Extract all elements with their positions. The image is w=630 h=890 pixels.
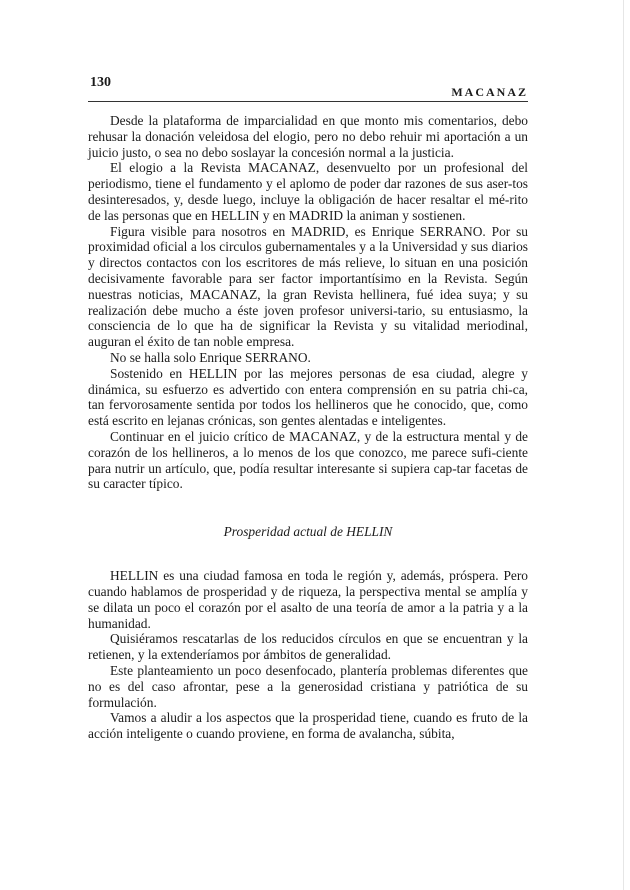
paragraph-not-alone: No se halla solo Enrique SERRANO. <box>110 349 311 365</box>
page-edge <box>623 0 624 890</box>
paragraph-impartiality: Desde la plataforma de imparcialidad en que monto mis comentarios, debo rehusar la donación veleidosa del elogio, pero no debo rehuir mi aportación a un juicio justo, o sea no debo soslayar la concesión normal a la justicia. <box>88 113 528 160</box>
body-text <box>88 113 528 742</box>
paragraph-critique: Continuar en el juicio crítico de MACANAZ, y de la estructura mental y de corazón de los hellineros, a lo menos de los que conozco, me parece sufi-ciente para nutrir un artículo, que, podía resultar interesante si supiera cap-tar facetas de su caracter típico. <box>88 428 528 492</box>
paragraph-serrano: Figura visible para nosotros en MADRID, es Enrique SERRANO. Por su proximidad oficial a los circulos gubernamentales y a la Universidad y sus diarios y directos contactos con los escritores de más relieve, lo situan en una posición decisivamente favorable para ser factor importantísimo en la Revista. Según nuestras noticias, MACANAZ, la gran Revista hellinera, fué idea suya; y su realización debe mucho a éste joven profesor universi-tario, su entusiasmo, la consciencia de lo que ha de significar la Revista y su vitalidad meriodinal, auguran el éxito de tan noble empresa. <box>88 223 528 350</box>
paragraph-rescue: Quisiéramos rescatarlas de los reducidos círculos en que se encuentran y la retienen, y la extenderíamos por ámbitos de generalidad. <box>88 631 528 663</box>
paragraph-approach: Este planteamiento un poco desenfocado, plantería problemas diferentes que no es del caso afrontar, pese a la generosidad cristiana y patriótica de su formulación. <box>88 662 528 710</box>
paragraph-praise: El elogio a la Revista MACANAZ, desenvuelto por un profesional del periodismo, tiene el fundamento y el aplomo de poder dar razones de sus aser-tos desinteresados, y, desde luego, incluye la obligación de hacer resaltar el mé-rito de las personas que en HELLIN y en MADRID la animan y sostienen. <box>88 160 528 223</box>
paragraph-famous-city: HELLIN es una ciudad famosa en toda le región y, además, próspera. Pero cuando hablamos de prosperidad y de riqueza, la perspectiva mental se amplía y se dilata un poco el corazón por el asalto de una teoría de amor a la patria y a la humanidad. <box>88 568 528 631</box>
header-rule <box>88 101 528 102</box>
page-number: 130 <box>90 75 111 90</box>
paragraph-hellin-support: Sostenido en HELLIN por las mejores personas de esa ciudad, alegre y dinámica, su esfuerzo es advertido con entera comprensión en su patria chi-ca, tan fervorosamente sentida por todos los hellineros que he conocido, que, como está escrito en lejanas crónicas, son gentes alentadas e inteligentes. <box>88 365 528 429</box>
section-title: Prosperidad actual de HELLIN <box>223 524 393 540</box>
paragraph-aspects: Vamos a aludir a los aspectos que la prosperidad tiene, cuando es fruto de la acción inteligente o cuando proviene, en forma de avalancha, súbita, <box>88 710 528 742</box>
running-head: MACANAZ <box>451 85 528 99</box>
